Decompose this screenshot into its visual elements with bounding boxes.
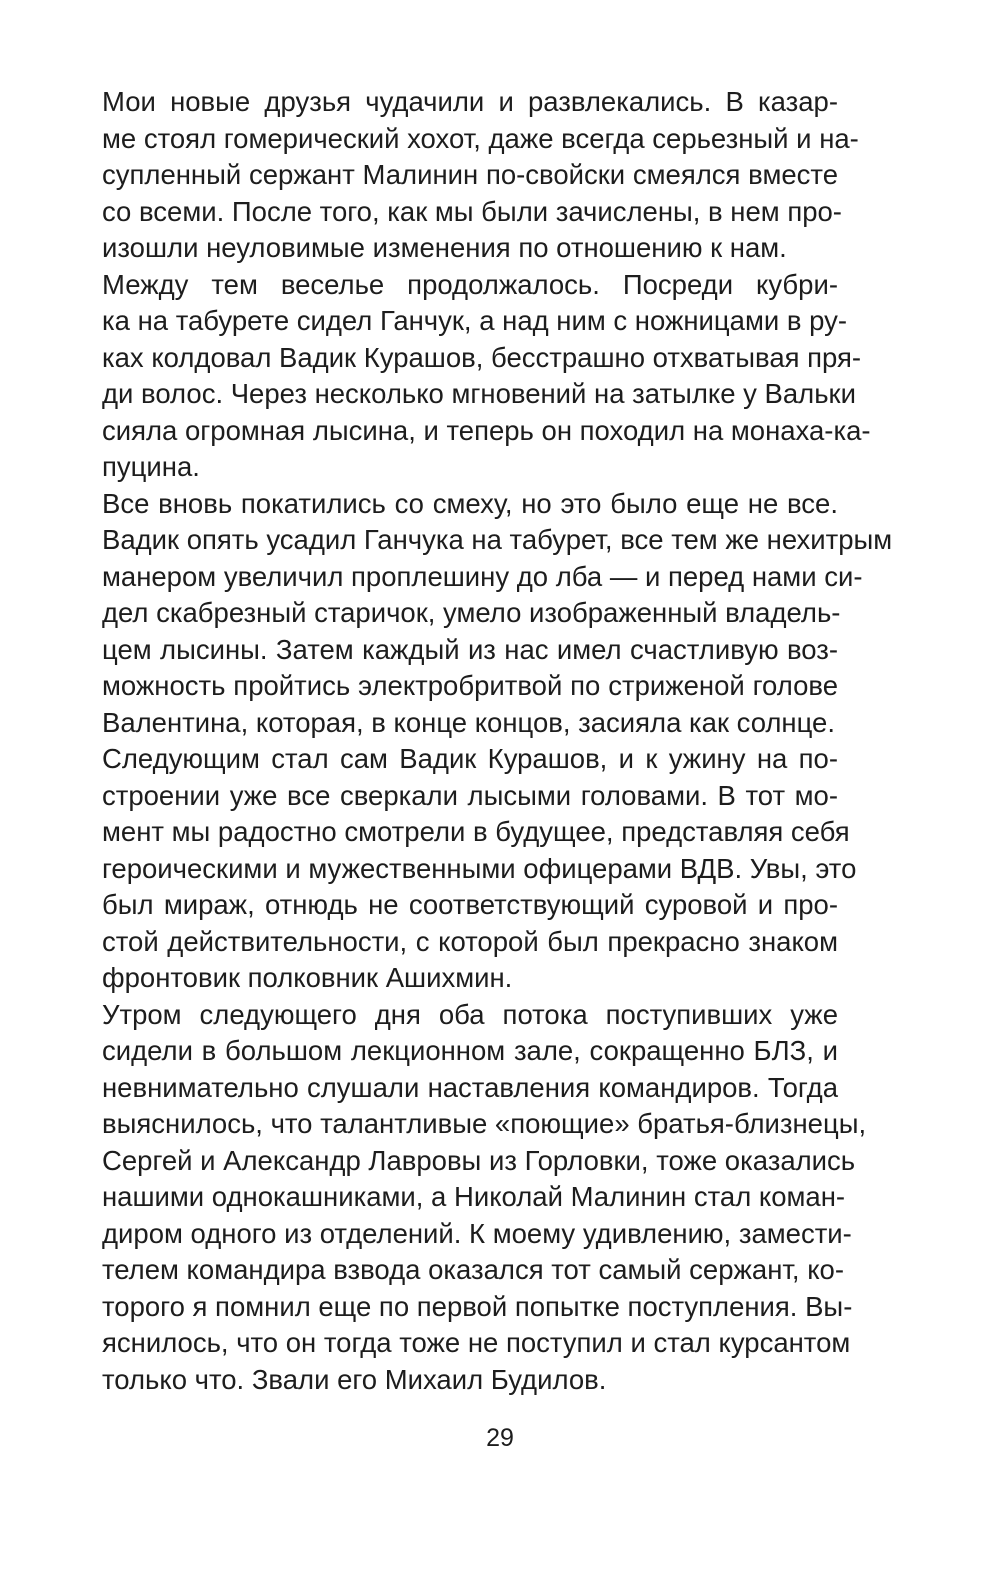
text-line: Валентина, которая, в конце концов, засияла как солнце. [102, 706, 835, 738]
text-line: манером увеличил проплешину до лба — и перед нами си- [102, 560, 863, 592]
text-line: строении уже все сверкали лысыми головами. В тот мо- [102, 779, 838, 811]
text-line: дел скабрезный старичок, умело изображенный владель- [102, 597, 841, 628]
text-line: Утром следующего дня оба потока поступивших уже [102, 998, 838, 1030]
paragraph [48, 486, 893, 742]
text-line: торого я помнил еще по первой попытке поступления. Вы- [102, 1290, 853, 1322]
text-line: со всеми. После того, как мы были зачислены, в нем про- [102, 195, 842, 227]
text-line: героическими и мужественными офицерами ВДВ. Увы, это [102, 852, 857, 884]
text-line: мент мы радостно смотрели в будущее, представляя себя [102, 816, 850, 847]
page-number: 29 [486, 1424, 514, 1452]
text-line: сияла огромная лысина, и теперь он походил на монаха-ка- [102, 414, 871, 446]
text-line: Между тем веселье продолжалось. Посреди кубри- [102, 268, 838, 300]
paragraph [48, 84, 859, 267]
text-line: можность пройтись электробритвой по стриженой голове [102, 670, 838, 701]
text-line: Следующим стал сам Вадик Курашов, и к ужину на по- [102, 743, 838, 774]
paragraph [48, 997, 867, 1399]
text-line: ка на табурете сидел Ганчук, а над ним с ножницами в ру- [102, 305, 847, 336]
text-line: супленный сержант Малинин по-свойски смеялся вместе [102, 159, 838, 190]
text-line: телем командира взвода оказался тот самый сержант, ко- [102, 1254, 845, 1285]
text-line: ди волос. Через несколько мгновений на затылке у Вальки [102, 378, 856, 409]
text-line: Сергей и Александр Лавровы из Горловки, тоже оказались [102, 1144, 856, 1176]
text-line: стой действительности, с которой был прекрасно знаком [102, 925, 838, 957]
body-text [48, 84, 893, 1398]
text-line: только что. Звали его Михаил Будилов. [102, 1363, 607, 1395]
text-line: Мои новые друзья чудачили и развлекались. В казар- [102, 86, 838, 117]
text-line: ках колдовал Вадик Курашов, бесстрашно отхватывая пря- [102, 341, 862, 373]
text-line: фронтовик полковник Ашихмин. [102, 962, 513, 993]
text-line: пуцина. [102, 451, 200, 482]
text-line: невнимательно слушали наставления командиров. Тогда [102, 1071, 838, 1103]
text-line: Все вновь покатились со смеху, но это было еще не все. [102, 487, 838, 519]
text-line: яснилось, что он тогда тоже не поступил и стал курсантом [102, 1327, 851, 1358]
text-line: сидели в большом лекционном зале, сокращенно БЛЗ, и [102, 1035, 838, 1066]
paragraph [48, 267, 871, 486]
text-line: был мираж, отнюдь не соответствующий суровой и про- [102, 889, 838, 920]
text-line: ме стоял гомерический хохот, даже всегда серьезный и на- [102, 122, 859, 154]
text-line: Вадик опять усадил Ганчука на табурет, все тем же нехитрым [102, 524, 893, 555]
text-line: диром одного из отделений. К моему удивлению, замести- [102, 1217, 852, 1249]
text-line: цем лысины. Затем каждый из нас имел счастливую воз- [102, 633, 838, 665]
paragraph [48, 741, 857, 997]
text-line: выяснилось, что талантливые «поющие» братья-близнецы, [102, 1108, 867, 1139]
text-line: нашими однокашниками, а Николай Малинин стал коман- [102, 1181, 846, 1212]
text-line: изошли неуловимые изменения по отношению к нам. [102, 232, 787, 263]
